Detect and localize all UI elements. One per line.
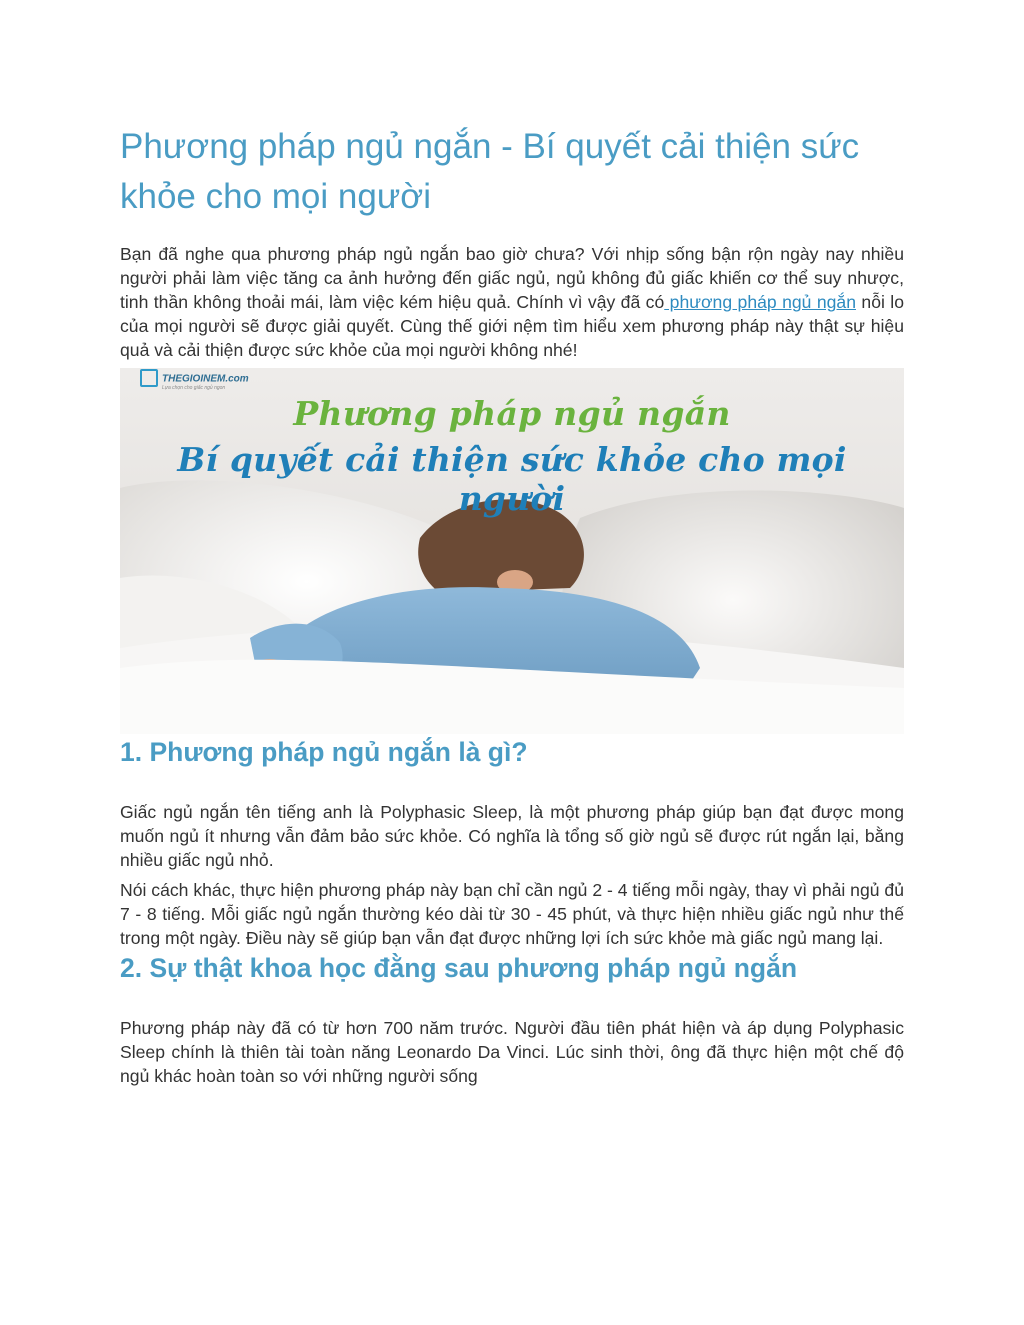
document-page	[120, 122, 904, 1088]
hero-subheadline: Bí quyết cải thiện sức khỏe cho mọi người	[177, 440, 847, 518]
section-2-paragraph-1: Phương pháp này đã có từ hơn 700 năm trước. Người đầu tiên phát hiện và áp dụng Polyphasic Sleep chính là thiên tài toàn năng Leonardo Da Vinci. Lúc sinh thời, ông đã thực hiện một chế độ ngủ khác hoàn toàn so với những người sống	[120, 1018, 904, 1086]
section-1-paragraph-1: Giấc ngủ ngắn tên tiếng anh là Polyphasic Sleep, là một phương pháp giúp bạn đạt được mong muốn ngủ ít nhưng vẫn đảm bảo sức khỏe. Có nghĩa là tổng số giờ ngủ sẽ được rút ngắn lại, bằng nhiều giấc ngủ nhỏ.	[120, 802, 904, 870]
logo-icon	[140, 369, 158, 387]
section-1-heading: 1. Phương pháp ngủ ngắn là gì?	[120, 737, 528, 767]
section-1-paragraph-2: Nói cách khác, thực hiện phương pháp này bạn chỉ cần ngủ 2 - 4 tiếng mỗi ngày, thay vì phải ngủ đủ 7 - 8 tiếng. Mỗi giấc ngủ ngắn thường kéo dài từ 30 - 45 phút, và thực hiện nhiều giấc ngủ như thế trong một ngày. Điều này sẽ giúp bạn vẫn đạt được những lợi ích sức khỏe mà giấc ngủ mang lại.	[120, 880, 904, 948]
logo-text: THEGIOINEM.com	[162, 373, 249, 385]
hero-image	[120, 368, 904, 734]
section-2-heading: 2. Sự thật khoa học đằng sau phương pháp ngủ ngắn	[120, 953, 798, 983]
hero-headline: Phương pháp ngủ ngắn	[293, 394, 731, 433]
intro-text-after: nỗi lo của mọi người sẽ được giải quyết. Cùng thế giới nệm tìm hiểu xem phương pháp này thật sự hiệu quả và cải thiện được sức khỏe của mọi người không nhé!	[120, 292, 904, 360]
intro-text-before: Bạn đã nghe qua phương pháp ngủ ngắn bao giờ chưa? Với nhịp sống bận rộn ngày nay nhiều người phải làm việc tăng ca ảnh hưởng đến giấc ngủ, ngủ không đủ giấc khiến cơ thể suy nhược, tinh thần không thoải mái, làm việc kém hiệu quả. Chính vì vậy đã có	[120, 244, 904, 312]
brand-logo	[140, 370, 249, 391]
logo-tagline: Lựa chọn cho giấc ngủ ngon	[162, 385, 226, 391]
page-title: Phương pháp ngủ ngắn - Bí quyết cải thiện sức khỏe cho mọi người	[120, 127, 860, 216]
intro-paragraph	[120, 242, 904, 362]
polyphasic-sleep-link[interactable]: phương pháp ngủ ngắn	[664, 292, 856, 312]
